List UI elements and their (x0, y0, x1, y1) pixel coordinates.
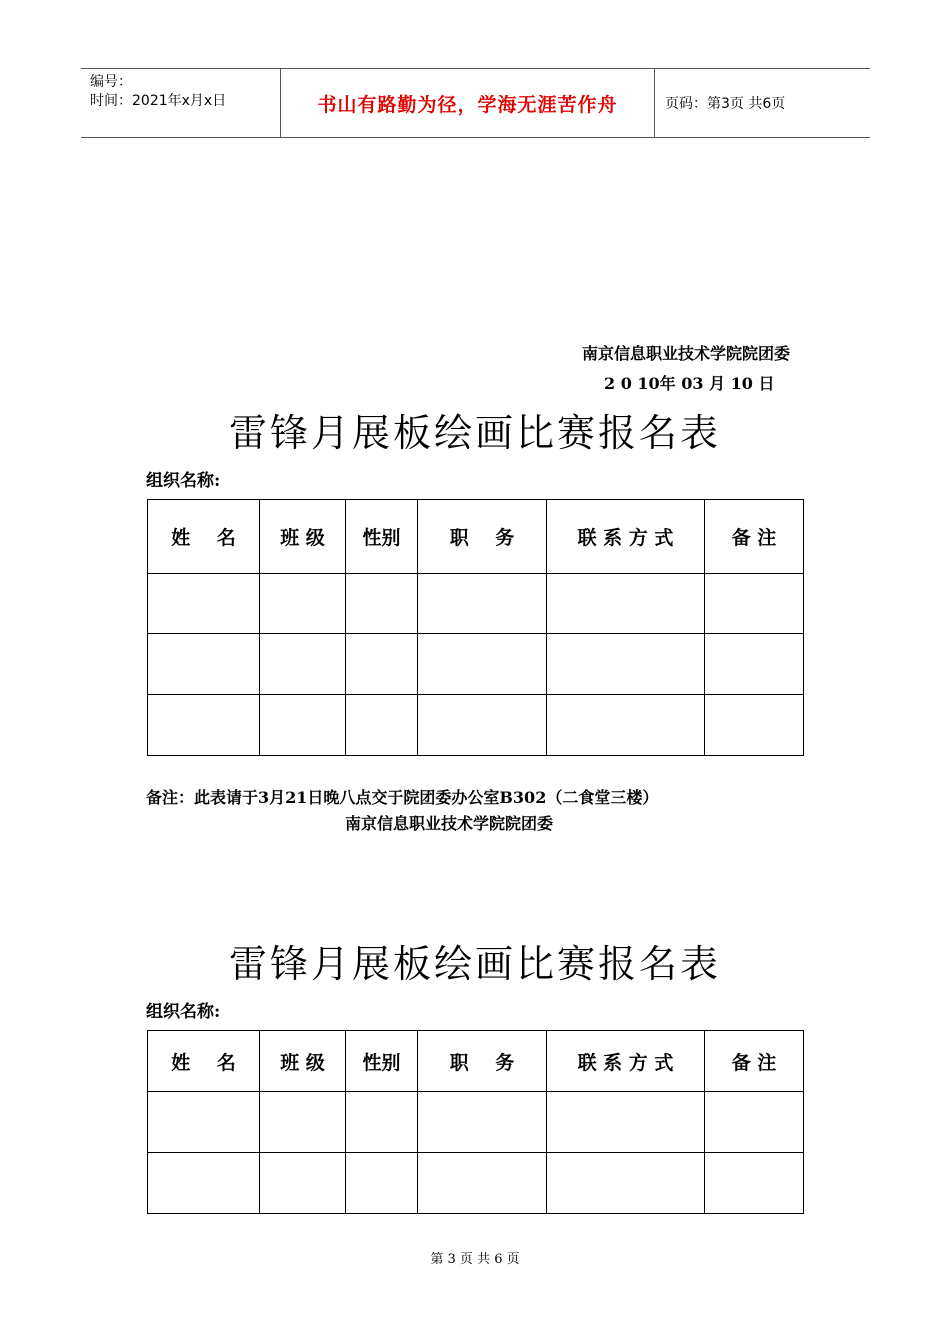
table-cell[interactable] (705, 634, 804, 695)
form-title: 雷锋月展板绘画比赛报名表 (228, 942, 721, 986)
table-cell[interactable] (418, 695, 547, 756)
table-cell[interactable] (547, 574, 705, 634)
table-cell[interactable] (260, 634, 346, 695)
table-row (148, 574, 804, 634)
table-cell[interactable] (148, 1153, 260, 1214)
table-cell[interactable] (260, 695, 346, 756)
table-cell[interactable] (705, 574, 804, 634)
issuer-organization: 南京信息职业技术学院院团委 (581, 344, 790, 363)
page-footer: 第 3 页 共 6 页 (430, 1252, 520, 1267)
form-title: 雷锋月展板绘画比赛报名表 (228, 411, 721, 455)
table-cell[interactable] (260, 1153, 346, 1214)
org-name-label: 组织名称: (146, 1002, 221, 1022)
table-cell[interactable] (418, 1153, 547, 1214)
table-cell[interactable] (148, 574, 260, 634)
table-row (148, 695, 804, 756)
table-header-row (148, 500, 804, 574)
table-cell[interactable] (346, 634, 418, 695)
column-header-gender: 性别 (346, 500, 418, 574)
column-header-class: 班 级 (260, 1031, 346, 1092)
header-meta (81, 69, 281, 137)
column-header-contact: 联 系 方 式 (547, 500, 705, 574)
table-cell[interactable] (705, 1092, 804, 1153)
table-cell[interactable] (346, 1092, 418, 1153)
table-cell[interactable] (418, 574, 547, 634)
time-label: 时间：2021年x月x日 (90, 93, 227, 109)
page-label: 页码：第3页 共6页 (665, 96, 786, 112)
column-header-class: 班 级 (260, 500, 346, 574)
table-cell[interactable] (148, 634, 260, 695)
issuer-date: 2 0 10年 03 月 10 日 (604, 374, 775, 393)
table-cell[interactable] (547, 695, 705, 756)
table-cell[interactable] (547, 634, 705, 695)
table-cell[interactable] (418, 634, 547, 695)
motto: 书山有路勤为径，学海无涯苦作舟 (281, 69, 655, 137)
table-cell[interactable] (346, 695, 418, 756)
table-cell[interactable] (148, 695, 260, 756)
table-cell[interactable] (705, 1153, 804, 1214)
number-label: 编号： (90, 74, 132, 90)
table-cell[interactable] (346, 1153, 418, 1214)
table-row (148, 634, 804, 695)
column-header-position: 职 务 (418, 500, 547, 574)
table-header-row (148, 1031, 804, 1092)
column-header-position: 职 务 (418, 1031, 547, 1092)
table-cell[interactable] (705, 695, 804, 756)
table-cell[interactable] (547, 1153, 705, 1214)
table-cell[interactable] (260, 574, 346, 634)
table-cell[interactable] (418, 1092, 547, 1153)
registration-table (147, 499, 804, 756)
column-header-remarks: 备 注 (705, 500, 804, 574)
column-header-contact: 联 系 方 式 (547, 1031, 705, 1092)
column-header-name: 姓 名 (148, 1031, 260, 1092)
table-cell[interactable] (260, 1092, 346, 1153)
table-cell[interactable] (346, 574, 418, 634)
page-header (81, 68, 870, 138)
table-row (148, 1092, 804, 1153)
table-cell[interactable] (148, 1092, 260, 1153)
submission-note: 备注：此表请于3月21日晚八点交于院团委办公室B302（二食堂三楼） (146, 788, 659, 807)
column-header-name: 姓 名 (148, 500, 260, 574)
note-organization: 南京信息职业技术学院院团委 (345, 814, 554, 833)
org-name-label: 组织名称: (146, 471, 221, 491)
table-row (148, 1153, 804, 1214)
table-cell[interactable] (547, 1092, 705, 1153)
column-header-remarks: 备 注 (705, 1031, 804, 1092)
registration-table (147, 1030, 804, 1214)
column-header-gender: 性别 (346, 1031, 418, 1092)
